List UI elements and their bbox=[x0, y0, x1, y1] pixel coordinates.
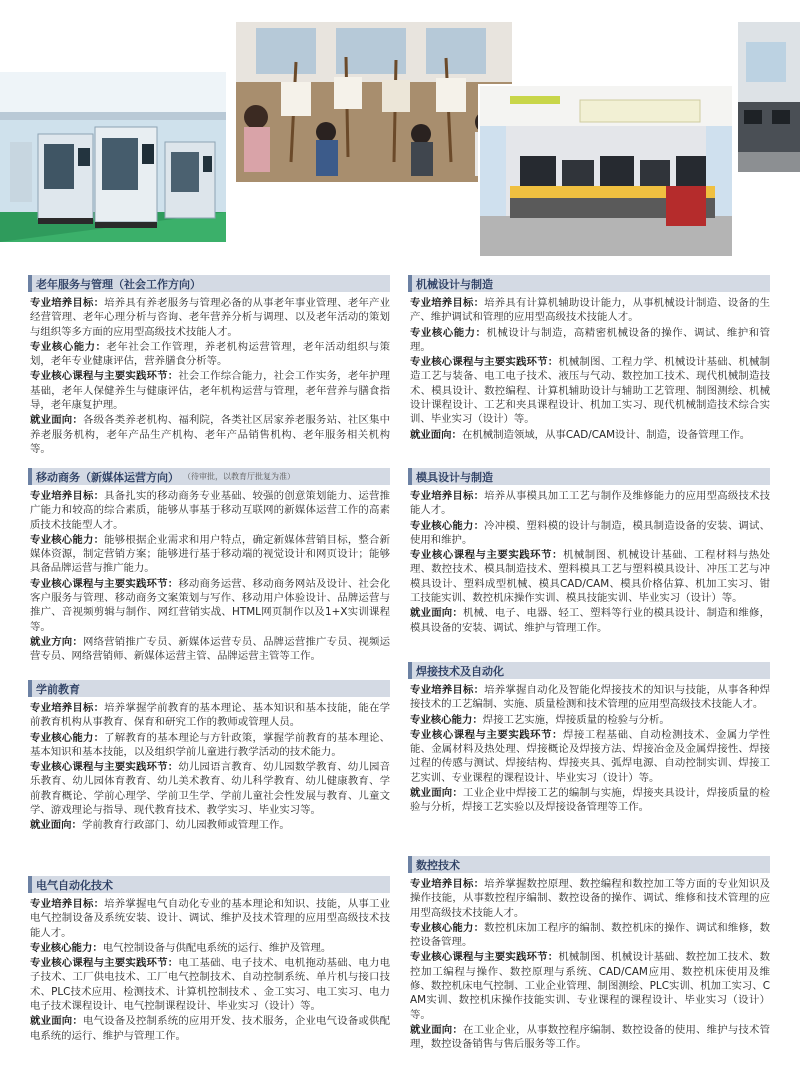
section-title: 学前教育 bbox=[36, 682, 80, 696]
employment bbox=[28, 1014, 390, 1043]
item-label: 专业核心课程与主要实践环节： bbox=[410, 549, 563, 562]
item-text: 冷冲模、塑料模的设计与制造，模具制造设备的安装、调试、使用和维护。 bbox=[410, 519, 771, 546]
core-ability bbox=[408, 921, 770, 950]
section-header bbox=[28, 680, 390, 697]
item-label: 就业面向： bbox=[410, 607, 463, 620]
core-courses bbox=[408, 355, 770, 426]
item-label: 专业培养目标： bbox=[410, 878, 485, 890]
employment bbox=[28, 635, 390, 664]
item-label: 专业核心能力： bbox=[30, 533, 105, 546]
section-header-bar bbox=[408, 662, 412, 679]
section-header-bar bbox=[408, 468, 412, 485]
cnc-machining-workshop-photo bbox=[0, 72, 226, 242]
core-courses bbox=[408, 548, 770, 605]
cnc-machine-scene-icon bbox=[0, 72, 226, 242]
section-header bbox=[408, 856, 770, 873]
item-text: 培养掌握学前教育的基本理论、基本知识和基本技能，能在学前教育机构从事教育、保育和研究工作的教师或管理人员。 bbox=[30, 702, 391, 729]
core-ability bbox=[408, 326, 770, 355]
item-label: 就业面向： bbox=[30, 414, 83, 427]
training-goal bbox=[408, 296, 770, 325]
item-text: 机械设计与制造，高精密机械设备的操作、调试、维护和管理。 bbox=[410, 326, 771, 353]
core-courses bbox=[408, 950, 770, 1021]
item-text: 具备扎实的移动商务专业基础、较强的创意策划能力、运营推广能力和较高的综合素质，能够从事基于移动互联网的新媒体运营工作的高素质技术技能型人才。 bbox=[30, 490, 391, 531]
item-text: 老年社会工作管理，养老机构运营管理，老年活动组织与策划，老年专业健康评估，营养膳食分析等。 bbox=[30, 340, 391, 368]
item-label: 专业核心能力： bbox=[410, 326, 487, 339]
section-title: 机械设计与制造 bbox=[416, 277, 493, 291]
core-courses bbox=[408, 728, 770, 785]
employment bbox=[408, 428, 770, 442]
program-section-welding bbox=[408, 662, 770, 816]
training-goal bbox=[28, 897, 390, 940]
item-label: 就业面向： bbox=[410, 428, 462, 441]
program-section-mobile-commerce bbox=[28, 468, 390, 665]
computer-room-scene-icon bbox=[738, 22, 800, 172]
item-label: 专业培养目标： bbox=[410, 684, 485, 696]
item-text: 了解教育的基本理论与方针政策，掌握学前教育的基本理论、基本知识和基本技能，以及组织学前儿童进行教学活动的技术能力。 bbox=[30, 731, 391, 758]
program-section-preschool bbox=[28, 680, 390, 834]
item-text: 数控机床加工程序的编制、数控机床的操作、调试和维修，数控设备管理。 bbox=[410, 921, 771, 949]
item-label: 专业核心能力： bbox=[410, 713, 483, 726]
item-label: 就业面向： bbox=[410, 787, 463, 800]
item-text: 社会工作综合能力，社会工作实务，老年护理基础，老年人保健养生与健康评估，老年机构运营与管理，老年营养与膳食指导，老年康复护理。 bbox=[30, 370, 391, 412]
item-label: 专业核心能力： bbox=[410, 519, 485, 532]
item-label: 专业培养目标： bbox=[30, 702, 105, 714]
item-label: 专业培养目标： bbox=[410, 490, 485, 502]
item-label: 专业核心课程与主要实践环节： bbox=[410, 356, 559, 369]
item-text: 各级各类养老机构、福利院，各类社区居家养老服务站、社区集中养老服务机构，老年产品生产机构、老年产品销售机构、老年服务相关机构等。 bbox=[30, 414, 391, 455]
program-section-electrical-automation bbox=[28, 876, 390, 1044]
item-text: 焊接工程基础、自动检测技术、金属力学性能、金属材料及热处理、焊接概论及焊接方法、焊接冶金及金属焊接性、焊接过程的传感与测试、焊接结构、焊接夹具、弧焊电源、自动控制实训、焊接工艺实训、专业课程的课程设计、毕业实习（设计）等。 bbox=[410, 728, 770, 784]
item-label: 专业核心课程与主要实践环节： bbox=[410, 728, 563, 741]
program-section-mechanical-design bbox=[408, 275, 770, 443]
section-header bbox=[28, 468, 390, 485]
item-text: 学前教育行政部门、幼儿园教师或管理工作。 bbox=[81, 819, 290, 832]
item-label: 专业核心课程与主要实践环节： bbox=[30, 577, 179, 590]
section-header-bar bbox=[408, 275, 412, 292]
item-text: 电气设备及控制系统的应用开发、技术服务，企业电气设备或供配电系统的运行、维护与管理工作。 bbox=[30, 1015, 391, 1042]
core-courses bbox=[28, 760, 390, 817]
photo-strip bbox=[0, 0, 800, 262]
electrical-training-lab-photo bbox=[478, 84, 734, 258]
item-label: 专业培养目标： bbox=[410, 297, 485, 309]
employment bbox=[408, 1023, 770, 1052]
core-courses bbox=[28, 577, 390, 634]
item-label: 专业核心课程与主要实践环节： bbox=[30, 957, 179, 970]
item-label: 专业核心课程与主要实践环节： bbox=[30, 761, 179, 774]
easel-classroom-scene-icon bbox=[236, 22, 512, 182]
section-approval-note: （待审批，以教育厅批复为准） bbox=[183, 472, 295, 481]
core-ability bbox=[28, 731, 390, 760]
item-label: 就业面向： bbox=[30, 819, 82, 832]
item-text: 移动商务运营、移动商务网站及设计、社会化客户服务与管理、移动商务文案策划与写作、移动用户体验设计、品牌运营与推广、音视频剪辑与制作、网红营销实战、HTML网页制作以及1+X实训课程等。 bbox=[30, 577, 391, 633]
computer-classroom-photo bbox=[738, 22, 800, 172]
employment bbox=[408, 606, 770, 635]
core-ability bbox=[28, 941, 390, 955]
item-text: 机械制图、机械设计基础、数控加工技术、数控加工编程与操作、数控原理与系统、CAD/CAM应用、数控机床使用及维修、数控机床电气控制、工业企业管理、制图测绘、PLC实训、机加工实习、CAM实训、数控机床操作技能实训、专业课程的课程设计、毕业实习（设计）等。 bbox=[410, 951, 771, 1021]
item-label: 专业核心能力： bbox=[30, 731, 105, 744]
item-text: 网络营销推广专员、新媒体运营专员、品牌运营推广专员、视频运营专员、网络营销师、新媒体运营主管、品牌运营主管等工作。 bbox=[30, 635, 391, 663]
program-section-cnc bbox=[408, 856, 770, 1053]
section-title: 电气自动化技术 bbox=[36, 878, 113, 892]
section-header bbox=[408, 662, 770, 679]
item-label: 就业方向： bbox=[30, 635, 83, 648]
item-text: 电工基础、电子技术、电机拖动基础、电力电子技术、工厂供电技术、工厂电气控制技术、自动控制系统、单片机与接口技术、PLC技术应用、检测技术、计算机控制技术 、金工实习、电工实习、电力电子技术课程设计、电气控制课程设计、毕业实习（设计）等。 bbox=[30, 957, 391, 1013]
item-text: 能够根据企业需求和用户特点，确定新媒体营销目标，整合新媒体资源，制定营销方案；能够进行基于移动端的视觉设计和网页设计；能够具备品牌运营与推广能力。 bbox=[30, 533, 391, 575]
training-goal bbox=[408, 877, 770, 920]
art-studio-easel-class-photo bbox=[236, 22, 512, 182]
employment bbox=[408, 786, 770, 815]
item-text: 在工业企业，从事数控程序编制、数控设备的使用、维护与技术管理，数控设备销售与售后服务等工作。 bbox=[410, 1023, 771, 1051]
training-goal bbox=[28, 489, 390, 532]
section-title: 焊接技术及自动化 bbox=[416, 664, 504, 678]
training-goal bbox=[408, 489, 770, 518]
core-courses bbox=[28, 956, 390, 1013]
section-header bbox=[408, 275, 770, 292]
program-section-mould-design bbox=[408, 468, 770, 636]
training-goal bbox=[28, 296, 390, 339]
section-header-bar bbox=[28, 876, 32, 893]
employment bbox=[28, 818, 390, 832]
item-text: 工业企业中焊接工艺的编制与实施，焊接夹具设计，焊接质量的检验与分析，焊接工艺实验以及焊接设备管理等工作。 bbox=[410, 787, 771, 814]
item-text: 电气控制设备与供配电系统的运行、维护及管理。 bbox=[102, 941, 332, 954]
section-title: 老年服务与管理（社会工作方向） bbox=[36, 277, 201, 291]
section-title: 模具设计与制造 bbox=[416, 470, 493, 484]
item-text: 机械、电子、电器、轻工、塑料等行业的模具设计、制造和维修，模具设备的安装、调试、维护与管理工作。 bbox=[410, 607, 771, 634]
section-title: 数控技术 bbox=[416, 858, 460, 872]
item-label: 专业培养目标： bbox=[30, 490, 105, 502]
item-text: 培养从事模具加工工艺与制作及维修能力的应用型高级技术技能人才。 bbox=[410, 490, 771, 517]
item-text: 培养掌握自动化及智能化焊接技术的知识与技能，从事各种焊接技术的工艺编制、实施、质量检测和技术管理的应用型高级技术技能人才。 bbox=[410, 684, 771, 711]
training-goal bbox=[408, 683, 770, 712]
section-header bbox=[408, 468, 770, 485]
item-text: 机械制图、工程力学、机械设计基础、机械制造工艺与装备、电工电子技术、液压与气动、数控加工技术、现代机械制造技术、模具设计、数控编程、计算机辅助设计与辅助工艺管理、制图测绘、机械设计课程设计、工艺和夹具课程设计、机加工实习、现代机械制造技术综合实训、毕业实习（设计）等。 bbox=[410, 356, 771, 426]
item-text: 培养具有计算机辅助设计能力，从事机械设计制造、设备的生产、维护调试和管理的应用型高级技术技能人才。 bbox=[410, 297, 771, 324]
section-header bbox=[28, 876, 390, 893]
item-label: 专业核心能力： bbox=[30, 941, 103, 954]
core-ability bbox=[408, 519, 770, 548]
core-ability bbox=[408, 713, 770, 727]
core-courses bbox=[28, 369, 390, 412]
item-label: 就业面向： bbox=[410, 1023, 463, 1036]
item-label: 专业核心课程与主要实践环节： bbox=[30, 370, 179, 383]
item-label: 专业核心课程与主要实践环节： bbox=[410, 951, 559, 964]
core-ability bbox=[28, 533, 390, 576]
item-text: 在机械制造领域，从事CAD/CAM设计、制造，设备管理工作。 bbox=[461, 428, 751, 441]
lab-workbench-scene-icon bbox=[480, 86, 732, 256]
section-header-bar bbox=[28, 275, 32, 292]
item-text: 培养掌握电气自动化专业的基本理论和知识、技能，从事工业电气控制设备及系统安装、设计、调试、维护及技术管理的应用型高级技术技能人才。 bbox=[30, 898, 391, 939]
section-header-bar bbox=[408, 856, 412, 873]
section-header-bar bbox=[28, 468, 32, 485]
item-text: 培养具有养老服务与管理必备的从事老年事业管理、老年产业经营管理、老年心理分析与咨询、老年营养分析与调理、以及老年活动的策划与组织等多方面的应用型高级技术技能人才。 bbox=[30, 297, 391, 338]
training-goal bbox=[28, 701, 390, 730]
section-header-bar bbox=[28, 680, 32, 697]
section-header bbox=[28, 275, 390, 292]
program-section-elderly-care bbox=[28, 275, 390, 457]
item-label: 专业核心能力： bbox=[30, 340, 107, 353]
employment bbox=[28, 413, 390, 456]
item-label: 专业培养目标： bbox=[30, 898, 105, 910]
item-text: 培养掌握数控原理、数控编程和数控加工等方面的专业知识及操作技能，从事数控程序编制、数控设备的操作、调试、维修和技术管理的应用型高级技术技能人才。 bbox=[410, 878, 771, 919]
core-ability bbox=[28, 340, 390, 369]
item-text: 幼儿园语言教育、幼儿园数学教育、幼儿园音乐教育、幼儿园体育教育、幼儿美术教育、幼儿科学教育、幼儿健康教育、学前教育概论、学前心理学、学前卫生学、学前儿童社会性发展与教育、儿童文学、游戏理论与指导、现代教育技术、教学实习、毕业实习等。 bbox=[30, 761, 391, 817]
section-title: 移动商务（新媒体运营方向） bbox=[36, 470, 179, 484]
item-label: 就业面向： bbox=[30, 1015, 83, 1028]
item-text: 焊接工艺实施，焊接质量的检验与分析。 bbox=[482, 713, 670, 726]
item-text: 机械制图、机械设计基础、工程材料与热处理、数控技术、模具制造技术、塑料模具工艺与塑料模具设计、冲压工艺与冲模具设计、塑料成型机械、模具CAD/CAM、模具价格估算、机加工实习、钳工技能实训、数控机床操作实训、模具技能实训、毕业实习（设计）等。 bbox=[410, 549, 770, 605]
item-label: 专业培养目标： bbox=[30, 297, 105, 309]
item-label: 专业核心能力： bbox=[410, 921, 485, 934]
